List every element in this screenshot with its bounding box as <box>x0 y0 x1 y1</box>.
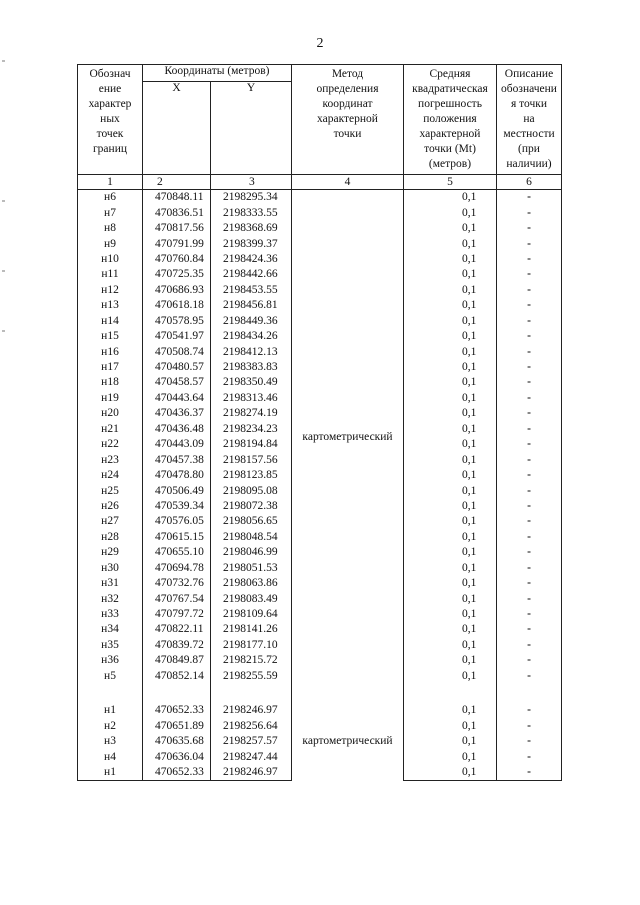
point-description: - <box>497 514 562 529</box>
coordinate-y: 2198246.97 <box>211 765 292 781</box>
point-id: н10 <box>78 252 143 267</box>
point-description: - <box>497 591 562 606</box>
point-id: н2 <box>78 718 143 733</box>
point-id: н28 <box>78 530 143 545</box>
coordinate-y: 2198453.55 <box>211 283 292 298</box>
point-id: н11 <box>78 267 143 282</box>
point-description: - <box>497 329 562 344</box>
point-id: н12 <box>78 283 143 298</box>
coordinate-x: 470849.87 <box>143 653 211 668</box>
coordinate-y: 2198141.26 <box>211 622 292 637</box>
coordinate-x: 470508.74 <box>143 344 211 359</box>
point-description: - <box>497 669 562 684</box>
mean-square-error: 0,1 <box>404 391 497 406</box>
coordinate-y: 2198177.10 <box>211 638 292 653</box>
point-description: - <box>497 703 562 718</box>
coordinate-x: 470436.48 <box>143 422 211 437</box>
coordinate-y: 2198274.19 <box>211 406 292 421</box>
coordinate-y: 2198399.37 <box>211 236 292 251</box>
point-id: н27 <box>78 514 143 529</box>
coordinate-x: 470797.72 <box>143 607 211 622</box>
mean-square-error: 0,1 <box>404 236 497 251</box>
point-id: н1 <box>78 765 143 781</box>
header-x: X <box>143 82 211 175</box>
point-id: н34 <box>78 622 143 637</box>
coordinate-x: 470655.10 <box>143 545 211 560</box>
coordinate-y: 2198383.83 <box>211 360 292 375</box>
column-number: 5 <box>404 175 497 190</box>
point-id: н5 <box>78 669 143 684</box>
coordinate-x: 470652.33 <box>143 765 211 781</box>
coordinate-x: 470480.57 <box>143 360 211 375</box>
mean-square-error: 0,1 <box>404 468 497 483</box>
coordinate-x: 470541.97 <box>143 329 211 344</box>
mean-square-error: 0,1 <box>404 499 497 514</box>
group-spacer <box>78 684 562 703</box>
coordinate-x: 470436.37 <box>143 406 211 421</box>
mean-square-error: 0,1 <box>404 622 497 637</box>
page-number: 2 <box>316 36 324 51</box>
coordinate-x: 470725.35 <box>143 267 211 282</box>
point-description: - <box>497 468 562 483</box>
coordinate-x: 470836.51 <box>143 205 211 220</box>
coordinate-y: 2198255.59 <box>211 669 292 684</box>
coordinate-y: 2198313.46 <box>211 391 292 406</box>
coordinate-y: 2198246.97 <box>211 703 292 718</box>
coordinate-x: 470615.15 <box>143 530 211 545</box>
point-description: - <box>497 607 562 622</box>
point-description: - <box>497 236 562 251</box>
point-id: н1 <box>78 703 143 718</box>
mean-square-error: 0,1 <box>404 452 497 467</box>
mean-square-error: 0,1 <box>404 591 497 606</box>
coordinate-x: 470539.34 <box>143 499 211 514</box>
coordinate-y: 2198157.56 <box>211 452 292 467</box>
mean-square-error: 0,1 <box>404 437 497 452</box>
point-id: н35 <box>78 638 143 653</box>
point-description: - <box>497 622 562 637</box>
column-number: 4 <box>292 175 404 190</box>
header-point-description: Описание обозначени я точки на местности (при наличии) <box>497 65 562 175</box>
coordinate-y: 2198368.69 <box>211 221 292 236</box>
coordinate-y: 2198333.55 <box>211 205 292 220</box>
coordinate-y: 2198256.64 <box>211 718 292 733</box>
coordinate-x: 470457.38 <box>143 452 211 467</box>
column-number: 3 <box>211 175 292 190</box>
coordinate-x: 470817.56 <box>143 221 211 236</box>
point-description: - <box>497 749 562 764</box>
point-description: - <box>497 545 562 560</box>
mean-square-error: 0,1 <box>404 252 497 267</box>
spacer-cell <box>292 684 404 703</box>
coordinate-y: 2198072.38 <box>211 499 292 514</box>
point-description: - <box>497 530 562 545</box>
point-id: н30 <box>78 561 143 576</box>
point-id: н16 <box>78 344 143 359</box>
coordinate-y: 2198109.64 <box>211 607 292 622</box>
mean-square-error: 0,1 <box>404 718 497 733</box>
coordinate-y: 2198234.23 <box>211 422 292 437</box>
coordinate-y: 2198350.49 <box>211 375 292 390</box>
scan-mark <box>2 60 5 62</box>
coordinate-x: 470635.68 <box>143 734 211 749</box>
mean-square-error: 0,1 <box>404 765 497 781</box>
coordinate-x: 470760.84 <box>143 252 211 267</box>
point-id: н18 <box>78 375 143 390</box>
mean-square-error: 0,1 <box>404 749 497 764</box>
table-row <box>78 703 562 718</box>
header-mean-square-error: Средняя квадратическая погрешность положения характерной точки (Mt) (метров) <box>404 65 497 175</box>
coordinate-x: 470458.57 <box>143 375 211 390</box>
scan-mark <box>2 330 5 332</box>
point-description: - <box>497 576 562 591</box>
point-description: - <box>497 252 562 267</box>
point-id: н8 <box>78 221 143 236</box>
point-description: - <box>497 205 562 220</box>
point-description: - <box>497 765 562 781</box>
coordinate-x: 470822.11 <box>143 622 211 637</box>
point-description: - <box>497 391 562 406</box>
coordinate-y: 2198412.13 <box>211 344 292 359</box>
method-cell: картометрический <box>292 190 404 685</box>
mean-square-error: 0,1 <box>404 576 497 591</box>
point-description: - <box>497 406 562 421</box>
point-id: н24 <box>78 468 143 483</box>
coordinate-x: 470636.04 <box>143 749 211 764</box>
mean-square-error: 0,1 <box>404 314 497 329</box>
point-description: - <box>497 375 562 390</box>
coordinate-x: 470576.05 <box>143 514 211 529</box>
mean-square-error: 0,1 <box>404 422 497 437</box>
coordinate-x: 470694.78 <box>143 561 211 576</box>
mean-square-error: 0,1 <box>404 267 497 282</box>
coordinate-y: 2198046.99 <box>211 545 292 560</box>
coordinate-x: 470618.18 <box>143 298 211 313</box>
coordinate-y: 2198442.66 <box>211 267 292 282</box>
coordinate-y: 2198194.84 <box>211 437 292 452</box>
scan-mark <box>2 200 5 202</box>
column-number: 2 <box>143 175 211 190</box>
coordinate-y: 2198449.36 <box>211 314 292 329</box>
column-number: 1 <box>78 175 143 190</box>
mean-square-error: 0,1 <box>404 561 497 576</box>
mean-square-error: 0,1 <box>404 545 497 560</box>
header-point-designation: Обознач ение характер ных точек границ <box>78 65 143 175</box>
mean-square-error: 0,1 <box>404 703 497 718</box>
point-description: - <box>497 283 562 298</box>
mean-square-error: 0,1 <box>404 530 497 545</box>
coordinate-x: 470732.76 <box>143 576 211 591</box>
point-id: н6 <box>78 190 143 206</box>
point-id: н33 <box>78 607 143 622</box>
coordinate-x: 470578.95 <box>143 314 211 329</box>
coordinate-y: 2198215.72 <box>211 653 292 668</box>
coordinate-y: 2198063.86 <box>211 576 292 591</box>
point-description: - <box>497 344 562 359</box>
mean-square-error: 0,1 <box>404 514 497 529</box>
header-coordinates: Координаты (метров) <box>143 65 292 82</box>
mean-square-error: 0,1 <box>404 221 497 236</box>
method-cell: картометрический <box>292 703 404 781</box>
mean-square-error: 0,1 <box>404 638 497 653</box>
table-row <box>78 190 562 206</box>
point-id: н21 <box>78 422 143 437</box>
point-description: - <box>497 298 562 313</box>
point-description: - <box>497 221 562 236</box>
point-id: н15 <box>78 329 143 344</box>
coordinate-y: 2198257.57 <box>211 734 292 749</box>
point-description: - <box>497 267 562 282</box>
coordinate-y: 2198048.54 <box>211 530 292 545</box>
coordinate-y: 2198056.65 <box>211 514 292 529</box>
coordinate-x: 470651.89 <box>143 718 211 733</box>
point-description: - <box>497 483 562 498</box>
point-description: - <box>497 561 562 576</box>
spacer-cell <box>78 684 143 703</box>
mean-square-error: 0,1 <box>404 653 497 668</box>
point-description: - <box>497 314 562 329</box>
point-id: н7 <box>78 205 143 220</box>
coordinate-x: 470478.80 <box>143 468 211 483</box>
coordinate-y: 2198083.49 <box>211 591 292 606</box>
mean-square-error: 0,1 <box>404 483 497 498</box>
coordinate-y: 2198247.44 <box>211 749 292 764</box>
point-description: - <box>497 638 562 653</box>
point-description: - <box>497 653 562 668</box>
point-description: - <box>497 422 562 437</box>
point-id: н19 <box>78 391 143 406</box>
coordinate-y: 2198434.26 <box>211 329 292 344</box>
mean-square-error: 0,1 <box>404 734 497 749</box>
point-description: - <box>497 360 562 375</box>
mean-square-error: 0,1 <box>404 607 497 622</box>
coordinate-x: 470767.54 <box>143 591 211 606</box>
coordinates-table <box>77 64 562 781</box>
point-id: н23 <box>78 452 143 467</box>
coordinate-x: 470443.64 <box>143 391 211 406</box>
point-id: н36 <box>78 653 143 668</box>
coordinate-y: 2198295.34 <box>211 190 292 206</box>
coordinate-x: 470443.09 <box>143 437 211 452</box>
scan-mark <box>2 270 5 272</box>
mean-square-error: 0,1 <box>404 360 497 375</box>
spacer-cell <box>497 684 562 703</box>
coordinate-y: 2198456.81 <box>211 298 292 313</box>
point-description: - <box>497 190 562 206</box>
point-id: н3 <box>78 734 143 749</box>
mean-square-error: 0,1 <box>404 406 497 421</box>
coordinate-y: 2198051.53 <box>211 561 292 576</box>
point-id: н32 <box>78 591 143 606</box>
point-id: н9 <box>78 236 143 251</box>
point-id: н13 <box>78 298 143 313</box>
coordinate-y: 2198123.85 <box>211 468 292 483</box>
point-id: н31 <box>78 576 143 591</box>
point-description: - <box>497 452 562 467</box>
spacer-cell <box>143 684 211 703</box>
header-y: Y <box>211 82 292 175</box>
mean-square-error: 0,1 <box>404 190 497 206</box>
point-id: н29 <box>78 545 143 560</box>
coordinate-x: 470506.49 <box>143 483 211 498</box>
point-id: н14 <box>78 314 143 329</box>
point-id: н26 <box>78 499 143 514</box>
coordinate-x: 470839.72 <box>143 638 211 653</box>
coordinate-x: 470852.14 <box>143 669 211 684</box>
coordinate-y: 2198424.36 <box>211 252 292 267</box>
point-id: н22 <box>78 437 143 452</box>
column-number: 6 <box>497 175 562 190</box>
point-description: - <box>497 718 562 733</box>
point-id: н25 <box>78 483 143 498</box>
coordinate-x: 470791.99 <box>143 236 211 251</box>
spacer-cell <box>404 684 497 703</box>
mean-square-error: 0,1 <box>404 205 497 220</box>
point-description: - <box>497 437 562 452</box>
point-id: н17 <box>78 360 143 375</box>
mean-square-error: 0,1 <box>404 329 497 344</box>
point-id: н20 <box>78 406 143 421</box>
point-description: - <box>497 734 562 749</box>
coordinate-y: 2198095.08 <box>211 483 292 498</box>
point-id: н4 <box>78 749 143 764</box>
point-description: - <box>497 499 562 514</box>
mean-square-error: 0,1 <box>404 298 497 313</box>
coordinate-x: 470686.93 <box>143 283 211 298</box>
mean-square-error: 0,1 <box>404 669 497 684</box>
mean-square-error: 0,1 <box>404 375 497 390</box>
coordinate-x: 470652.33 <box>143 703 211 718</box>
coordinate-x: 470848.11 <box>143 190 211 206</box>
table-body <box>78 190 562 781</box>
mean-square-error: 0,1 <box>404 283 497 298</box>
mean-square-error: 0,1 <box>404 344 497 359</box>
spacer-cell <box>211 684 292 703</box>
header-method: Метод определения координат характерной точки <box>292 65 404 175</box>
